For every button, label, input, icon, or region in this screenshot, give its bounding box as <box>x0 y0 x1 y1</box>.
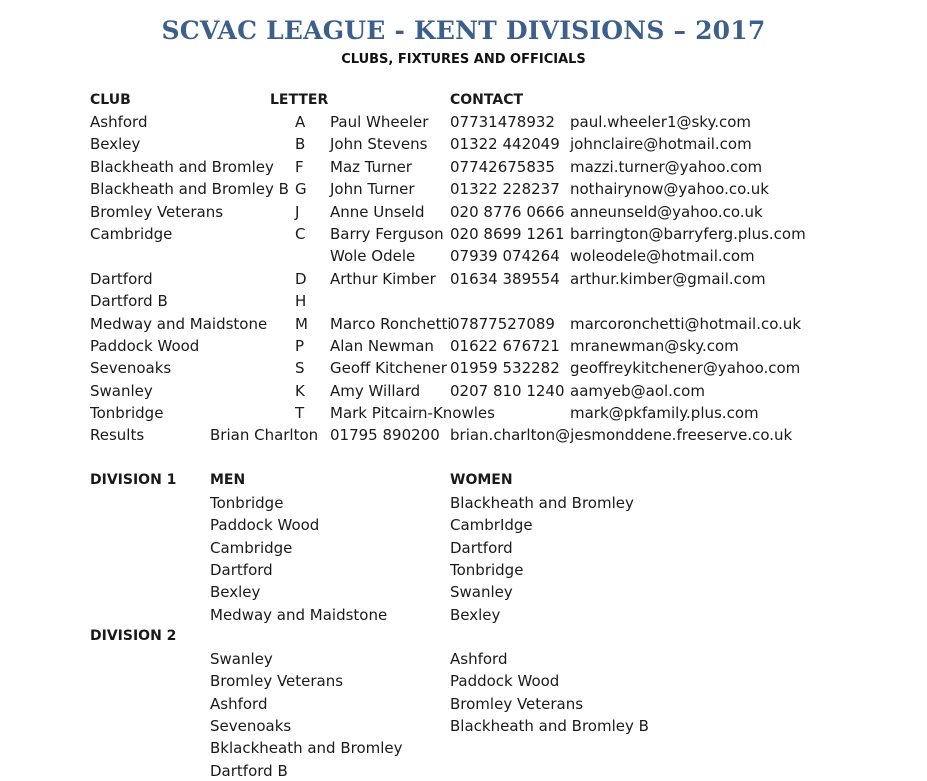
club-row <box>0 247 927 269</box>
contact-name: Amy Willard <box>330 381 421 400</box>
club-name: Cambridge <box>90 225 173 243</box>
club-name: Bexley <box>90 135 141 154</box>
contact-email: marcoronchetti@hotmail.co.uk <box>570 314 802 333</box>
contact-name: Alan Newman <box>330 337 434 355</box>
club-row <box>0 113 927 135</box>
contact-phone: 020 8776 0666 <box>450 202 565 221</box>
contact-email: paul.wheeler1@sky.com <box>570 113 752 131</box>
division1-men-team: Dartford <box>210 560 273 579</box>
club-row <box>0 225 927 247</box>
club-row <box>0 135 927 157</box>
contact-phone: 01959 532282 <box>450 359 560 378</box>
header-club: CLUB <box>90 92 131 108</box>
club-row <box>0 359 927 381</box>
club-row <box>0 404 927 426</box>
contact-email: woleodele@hotmail.com <box>570 247 755 266</box>
club-name: Medway and Maidstone <box>90 314 268 333</box>
division1-men-team: Medway and Maidstone <box>210 605 388 624</box>
division1-women-team: Tonbridge <box>450 560 524 579</box>
results-label: Results <box>90 426 145 444</box>
contact-email: mazzi.turner@yahoo.com <box>570 157 763 176</box>
club-name: Swanley <box>90 381 153 400</box>
contact-name: Wole Odele <box>330 247 416 266</box>
club-name: Paddock Wood <box>90 337 200 355</box>
contact-email: arthur.kimber@gmail.com <box>570 269 766 288</box>
women-header: WOMEN <box>450 472 513 488</box>
division1-label: DIVISION 1 <box>90 472 177 488</box>
club-letter: C <box>295 225 306 243</box>
division1-women-team: Swanley <box>450 583 513 602</box>
results-row <box>0 426 927 448</box>
contact-phone: 01622 676721 <box>450 337 560 355</box>
contact-email: geoffreykitchener@yahoo.com <box>570 359 801 378</box>
club-letter: M <box>295 314 308 333</box>
division1-women-team: Bexley <box>450 605 501 624</box>
division2-women-team: Ashford <box>450 650 508 668</box>
club-name: Sevenoaks <box>90 359 172 378</box>
club-name: Blackheath and Bromley <box>90 157 274 176</box>
club-letter: D <box>295 269 307 288</box>
division1-women-team: Blackheath and Bromley <box>450 494 634 512</box>
contact-name: Anne Unseld <box>330 202 425 221</box>
division1-men-team: Cambridge <box>210 538 293 557</box>
division1-women-team: Dartford <box>450 538 513 557</box>
division2-men-team: Sevenoaks <box>210 716 292 735</box>
club-row <box>0 292 927 314</box>
men-header: MEN <box>210 472 246 488</box>
club-row <box>0 180 927 202</box>
club-letter: J <box>295 202 300 221</box>
results-email: brian.charlton@jesmonddene.freeserve.co.uk <box>450 426 793 444</box>
contact-phone: 0207 810 1240 <box>450 381 565 400</box>
club-name: Tonbridge <box>90 404 164 423</box>
contact-email: nothairynow@yahoo.co.uk <box>570 180 769 199</box>
contact-phone: 07877527089 <box>450 314 555 333</box>
club-name: Ashford <box>90 113 148 131</box>
division1-men-team: Bexley <box>210 583 261 602</box>
contact-email: aamyeb@aol.com <box>570 381 705 400</box>
contact-phone: 07742675835 <box>450 157 555 176</box>
contact-email: barrington@barryferg.plus.com <box>570 225 806 243</box>
results-name: Brian Charlton <box>210 426 319 444</box>
contact-phone: 07939 074264 <box>450 247 560 266</box>
division1-men-team: Tonbridge <box>210 494 284 512</box>
club-row <box>0 158 927 180</box>
contact-phone: 01322 228237 <box>450 180 560 199</box>
document-title: SCVAC LEAGUE - KENT DIVISIONS – 2017 <box>161 16 766 45</box>
division2-men-team: Swanley <box>210 650 273 668</box>
contact-name: Geoff Kitchener <box>330 359 447 378</box>
club-letter: S <box>295 359 305 378</box>
division2-label: DIVISION 2 <box>90 628 177 644</box>
header-letter: LETTER <box>270 92 329 108</box>
division2-men-team: Bklackheath and Bromley <box>210 739 403 758</box>
header-contact: CONTACT <box>450 92 524 108</box>
club-name: Dartford <box>90 269 153 288</box>
club-name: Blackheath and Bromley B <box>90 180 289 199</box>
contact-name: John Turner <box>330 180 415 199</box>
contact-email: mranewman@sky.com <box>570 337 739 355</box>
contact-email: johnclaire@hotmail.com <box>570 135 752 154</box>
contact-email: mark@pkfamily.plus.com <box>570 404 759 423</box>
contact-email: anneunseld@yahoo.co.uk <box>570 202 763 221</box>
club-row <box>0 315 927 337</box>
division2-women-team: Blackheath and Bromley B <box>450 716 649 735</box>
club-letter: B <box>295 135 306 154</box>
division1-women-team: CambrIdge <box>450 516 533 535</box>
contact-phone: 07731478932 <box>450 113 555 131</box>
contact-name: Arthur Kimber <box>330 269 436 288</box>
division2-men-team: Ashford <box>210 694 268 713</box>
results-phone: 01795 890200 <box>330 426 440 444</box>
club-letter: G <box>295 180 307 199</box>
contact-name: Maz Turner <box>330 157 412 176</box>
contact-name: Marco Ronchetti <box>330 314 452 333</box>
club-row <box>0 382 927 404</box>
division2-women-team: Paddock Wood <box>450 672 560 691</box>
contact-phone: 01322 442049 <box>450 135 560 154</box>
division1-men-team: Paddock Wood <box>210 516 320 535</box>
club-name: Dartford B <box>90 292 168 311</box>
document-subtitle: CLUBS, FIXTURES AND OFFICIALS <box>341 52 586 67</box>
division2-men-team: Bromley Veterans <box>210 672 344 691</box>
club-letter: H <box>295 292 307 311</box>
contact-phone: 020 8699 1261 <box>450 225 565 243</box>
contact-name: Mark Pitcairn-Knowles <box>330 404 495 423</box>
contact-name: John Stevens <box>330 135 428 154</box>
club-letter: F <box>295 157 304 176</box>
contact-phone: 01634 389554 <box>450 269 560 288</box>
club-row <box>0 203 927 225</box>
club-letter: T <box>295 404 305 423</box>
club-row <box>0 337 927 359</box>
contact-name: Paul Wheeler <box>330 113 429 131</box>
club-letter: A <box>295 113 306 131</box>
club-letter: K <box>295 381 305 400</box>
club-name: Bromley Veterans <box>90 202 224 221</box>
division2-women-team: Bromley Veterans <box>450 694 584 713</box>
club-row <box>0 270 927 292</box>
club-letter: P <box>295 337 305 355</box>
division2-men-team: Dartford B <box>210 761 288 780</box>
contact-name: Barry Ferguson <box>330 225 444 243</box>
